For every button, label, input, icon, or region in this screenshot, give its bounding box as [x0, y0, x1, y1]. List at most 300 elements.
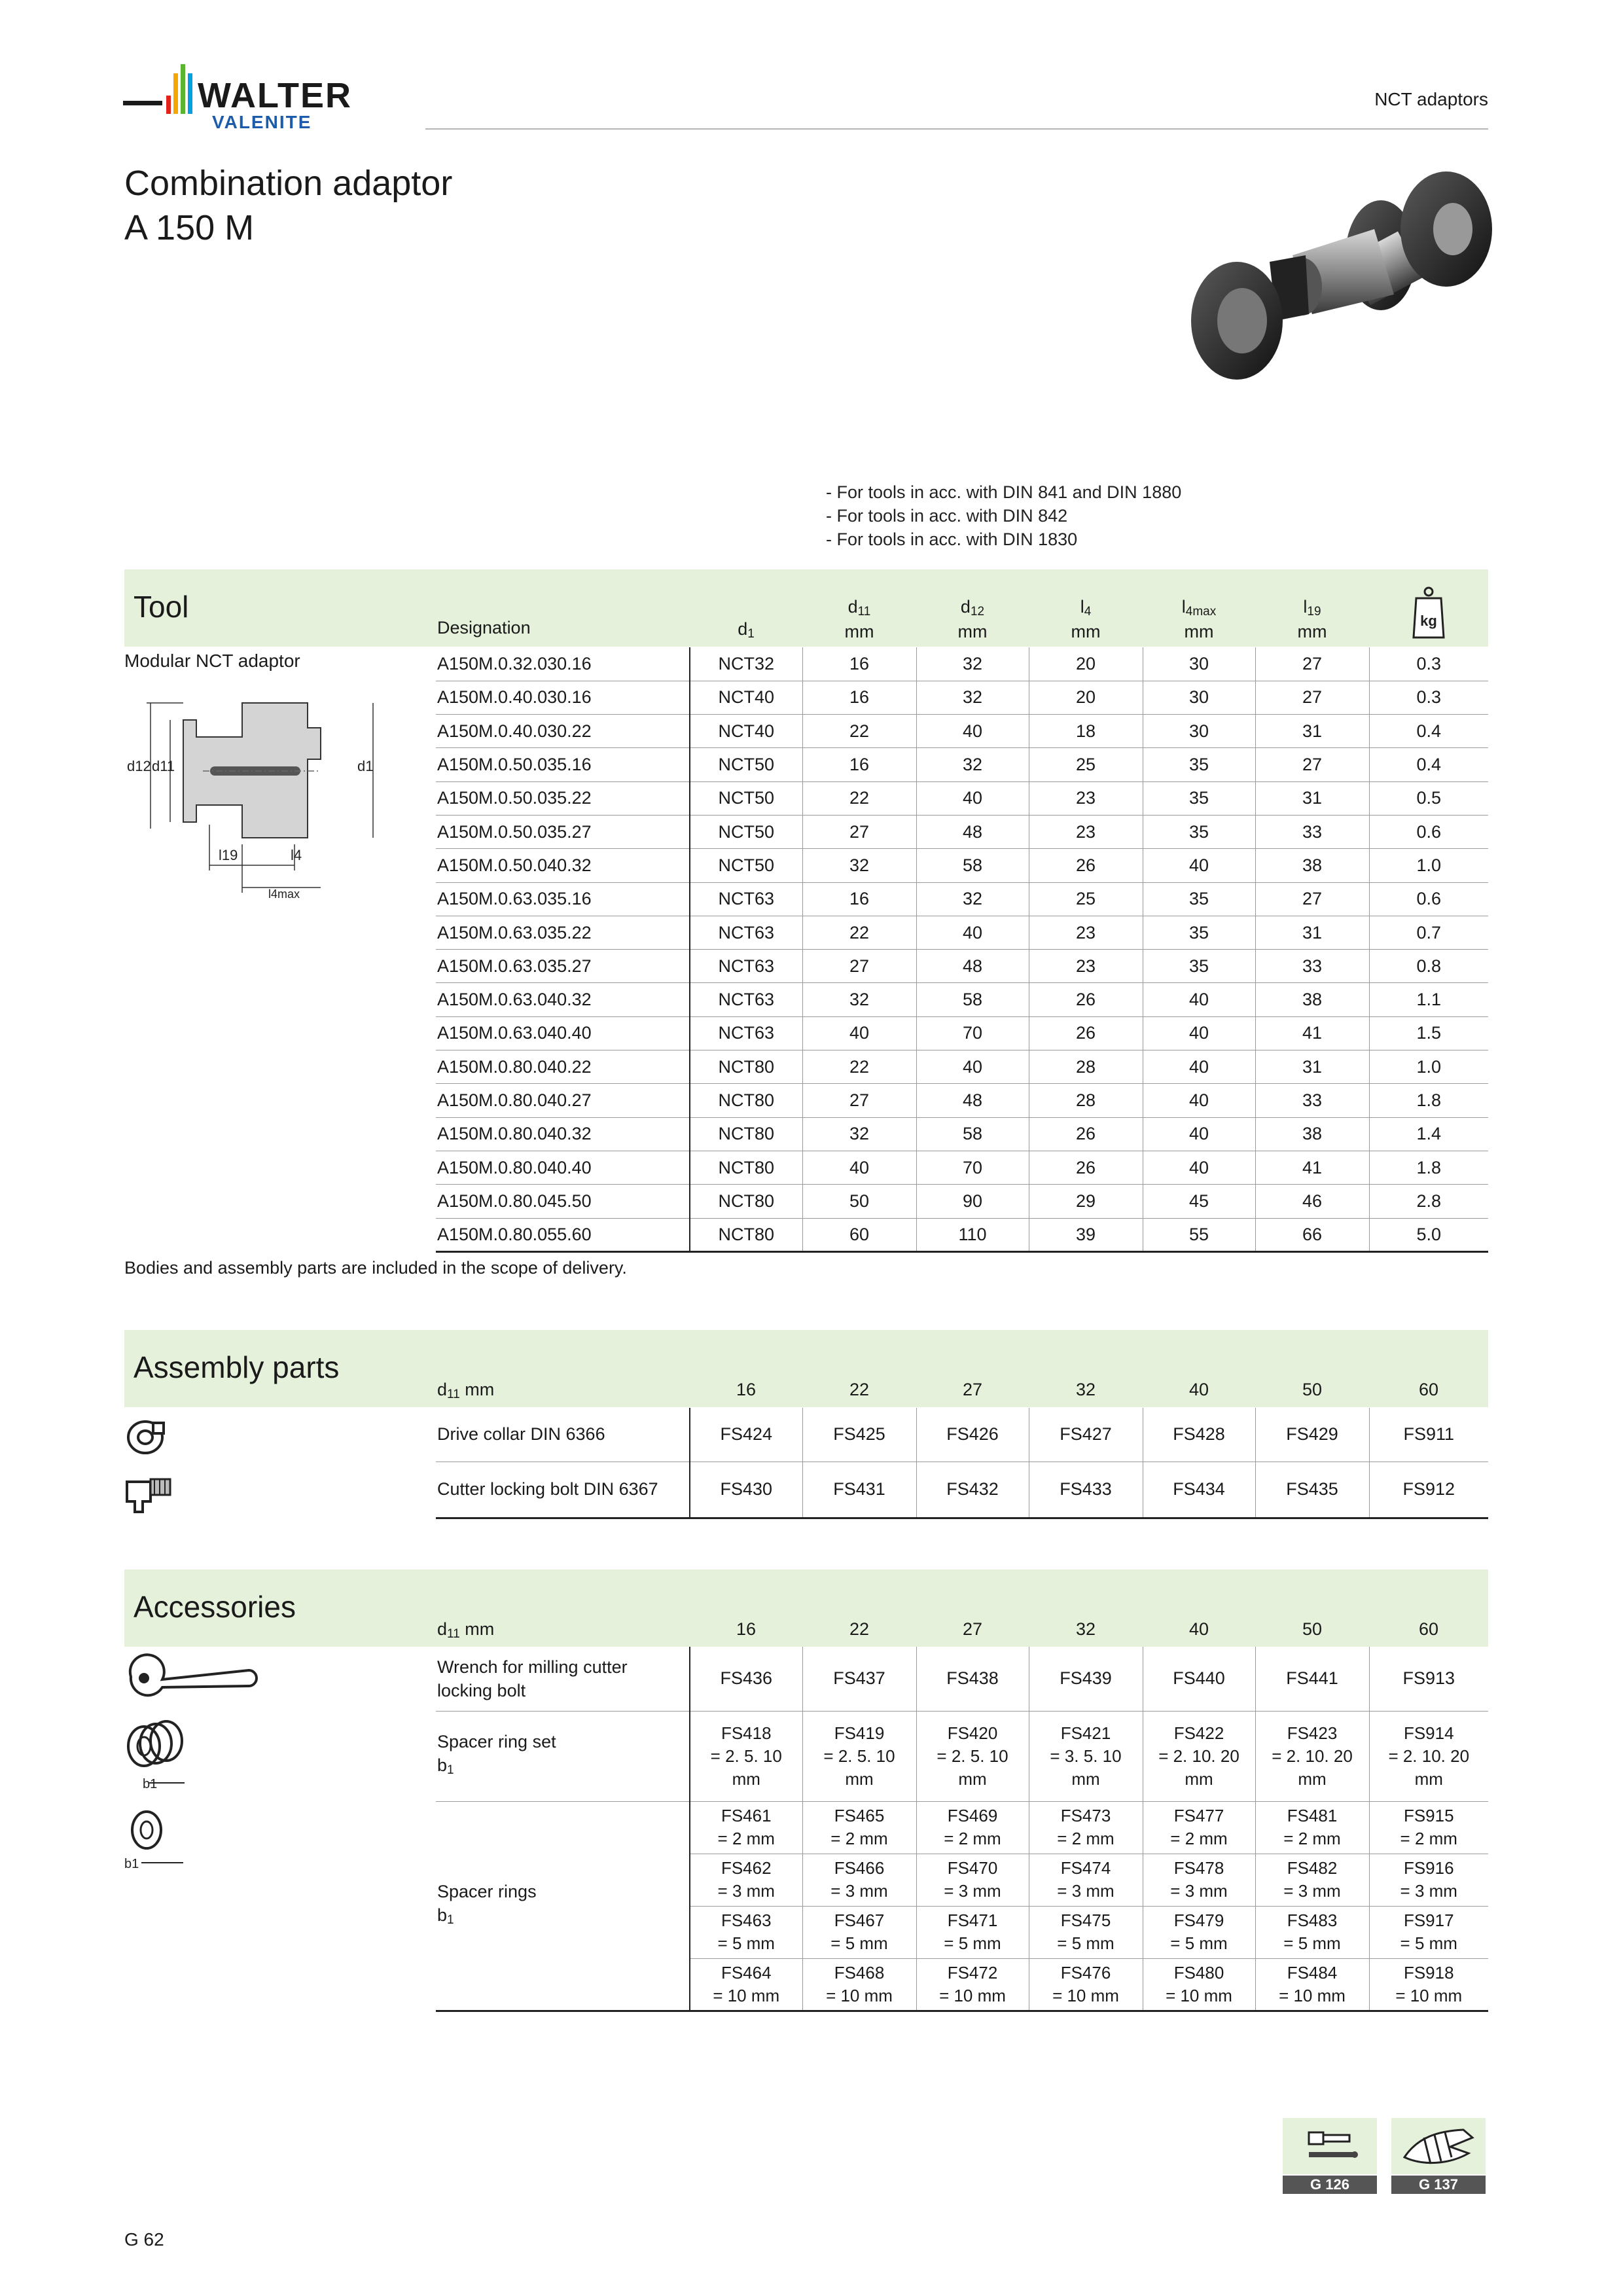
value-cell: 1.4	[1369, 1117, 1488, 1151]
value-cell: 40	[1143, 1016, 1255, 1050]
cell-line: mm	[845, 1768, 874, 1789]
part-number-cell: FS424	[690, 1408, 802, 1462]
cell-line: = 5 mm	[944, 1933, 1001, 1953]
note: - For tools in acc. with DIN 841 and DIN 1880	[826, 482, 1182, 502]
cell-line: FS463	[721, 1910, 772, 1930]
value-cell: 50	[802, 1185, 916, 1218]
table-row	[436, 1151, 1488, 1184]
assembly-section-title: Assembly parts	[134, 1350, 340, 1384]
value-cell: 32	[916, 647, 1029, 681]
table-row	[436, 681, 1488, 714]
cell-line: = 3. 5. 10	[1050, 1746, 1122, 1766]
col-d11: $d_{11}$ mm	[844, 597, 874, 641]
part-number-cell: FS435	[1255, 1462, 1369, 1518]
value-cell: 40	[1143, 983, 1255, 1016]
value-cell: 110	[916, 1218, 1029, 1251]
cell-line: FS475	[1060, 1910, 1111, 1930]
cell-line: FS470	[947, 1858, 998, 1878]
value-cell: 30	[1143, 647, 1255, 681]
designation-cell: A150M.0.63.035.22	[436, 916, 690, 949]
part-number-cell	[1029, 1854, 1143, 1906]
value-cell: 28	[1029, 1050, 1143, 1084]
badge-label: G 126	[1283, 2176, 1377, 2194]
cell-line: = 5 mm	[830, 1933, 888, 1953]
cell-line: mm	[1071, 1768, 1100, 1789]
value-cell: 23	[1029, 815, 1143, 848]
col-l4max: $l_{4max}$ mm	[1181, 597, 1217, 641]
value-cell: 90	[916, 1185, 1029, 1218]
value-cell: 38	[1255, 1117, 1369, 1151]
value-cell: 35	[1143, 916, 1255, 949]
size-header: 27	[962, 1380, 983, 1399]
value-cell: NCT80	[690, 1050, 802, 1084]
part-number-cell: FS433	[1029, 1462, 1143, 1518]
note: - For tools in acc. with DIN 1830	[826, 529, 1078, 549]
part-number-cell	[802, 1958, 916, 2011]
part-number-cell	[916, 1801, 1029, 1854]
cell-line: = 3 mm	[1057, 1881, 1115, 1901]
spacer-rings-label	[436, 1801, 690, 2011]
accessories-section-title: Accessories	[134, 1590, 296, 1624]
part-number-cell	[1369, 1958, 1488, 2011]
cell-line: mm	[1185, 1768, 1213, 1789]
value-cell: 27	[802, 1084, 916, 1117]
value-cell: 26	[1029, 849, 1143, 882]
spacer-set-b1	[437, 1753, 689, 1782]
value-cell: 1.1	[1369, 983, 1488, 1016]
tool-table	[436, 647, 1488, 1253]
value-cell: 27	[1255, 647, 1369, 681]
value-cell: 38	[1255, 983, 1369, 1016]
value-cell: 0.4	[1369, 748, 1488, 781]
value-cell: 31	[1255, 1050, 1369, 1084]
value-cell: 26	[1029, 1016, 1143, 1050]
value-cell: 29	[1029, 1185, 1143, 1218]
value-cell: 40	[916, 1050, 1029, 1084]
part-number-cell	[1143, 1801, 1255, 1854]
value-cell: 33	[1255, 950, 1369, 983]
designation-cell: A150M.0.80.055.60	[436, 1218, 690, 1251]
cell-line: = 2 mm	[1057, 1829, 1115, 1848]
wrench-icon	[124, 1653, 262, 1703]
part-number-cell: FS912	[1369, 1462, 1488, 1518]
value-cell: 40	[1143, 1050, 1255, 1084]
part-number-cell	[690, 1906, 802, 1958]
value-cell: NCT80	[690, 1218, 802, 1251]
value-cell: 40	[1143, 1117, 1255, 1151]
part-number-cell: FS913	[1369, 1647, 1488, 1711]
cell-line: FS461	[721, 1806, 772, 1825]
size-header: 60	[1418, 1619, 1439, 1639]
table-row	[436, 950, 1488, 983]
table-row	[436, 849, 1488, 882]
badge-label: G 137	[1391, 2176, 1486, 2194]
section-label: NCT adaptors	[1374, 89, 1488, 109]
designation-cell: A150M.0.32.030.16	[436, 647, 690, 681]
title-line1: Combination adaptor	[124, 164, 453, 203]
svg-text:d12: d12	[127, 758, 151, 774]
value-cell: 0.8	[1369, 950, 1488, 983]
cell-line: FS465	[834, 1806, 885, 1825]
size-header: 40	[1188, 1619, 1209, 1639]
table-row	[436, 983, 1488, 1016]
cell-line: FS484	[1287, 1962, 1338, 1982]
value-cell: 23	[1029, 781, 1143, 815]
table-row	[436, 1016, 1488, 1050]
part-number-cell	[690, 1854, 802, 1906]
cell-line: = 3 mm	[830, 1881, 888, 1901]
value-cell: 16	[802, 647, 916, 681]
part-number-cell	[1029, 1711, 1143, 1801]
ref-badge-g126[interactable]	[1283, 2118, 1377, 2194]
cell-line: = 10 mm	[713, 1985, 780, 2005]
part-number-cell	[1143, 1906, 1255, 1958]
table-row	[436, 916, 1488, 949]
value-cell: 22	[802, 781, 916, 815]
part-number-cell	[802, 1906, 916, 1958]
value-cell: NCT80	[690, 1117, 802, 1151]
note: - For tools in acc. with DIN 842	[826, 506, 1068, 526]
value-cell: 1.8	[1369, 1084, 1488, 1117]
svg-text:l4: l4	[291, 847, 302, 863]
value-cell: 1.0	[1369, 849, 1488, 882]
cell-line: = 2. 10. 20	[1388, 1746, 1470, 1766]
designation-cell: A150M.0.50.040.32	[436, 849, 690, 882]
part-number-cell: FS439	[1029, 1647, 1143, 1711]
value-cell: 18	[1029, 715, 1143, 748]
value-cell: 28	[1029, 1084, 1143, 1117]
brand-sub: VALENITE	[212, 112, 312, 132]
designation-cell: A150M.0.80.040.32	[436, 1117, 690, 1151]
value-cell: 25	[1029, 748, 1143, 781]
col-d12: $d_{12}$ mm	[957, 597, 988, 641]
part-number-cell	[1255, 1906, 1369, 1958]
value-cell: 32	[802, 983, 916, 1016]
designation-cell: A150M.0.80.040.27	[436, 1084, 690, 1117]
designation-cell: A150M.0.63.035.27	[436, 950, 690, 983]
value-cell: 40	[802, 1016, 916, 1050]
product-photo	[1165, 157, 1505, 406]
cell-line: mm	[732, 1768, 760, 1789]
value-cell: 39	[1029, 1218, 1143, 1251]
spacer-set-label	[436, 1711, 690, 1801]
value-cell: 35	[1143, 882, 1255, 916]
part-number-cell	[916, 1854, 1029, 1906]
part-number-cell	[1369, 1906, 1488, 1958]
drive-collar-icon	[124, 1414, 170, 1460]
value-cell: 27	[802, 950, 916, 983]
value-cell: 0.6	[1369, 815, 1488, 848]
assembly-label: Cutter locking bolt DIN 6367	[436, 1462, 690, 1518]
part-number-cell	[1255, 1958, 1369, 2011]
value-cell: 40	[1143, 1151, 1255, 1184]
svg-text:d1: d1	[357, 758, 374, 774]
cell-line: FS418	[721, 1723, 772, 1743]
designation-cell: A150M.0.63.040.40	[436, 1016, 690, 1050]
part-number-cell	[1369, 1801, 1488, 1854]
size-header: 60	[1418, 1380, 1439, 1399]
cell-line: = 10 mm	[1166, 1985, 1232, 2005]
part-number-cell: FS431	[802, 1462, 916, 1518]
cell-line: = 2. 5. 10	[823, 1746, 895, 1766]
wrench-label	[436, 1647, 690, 1711]
value-cell: 30	[1143, 715, 1255, 748]
cell-line: FS916	[1403, 1858, 1454, 1878]
table-row	[436, 1218, 1488, 1251]
cell-line: = 5 mm	[717, 1933, 775, 1953]
cell-line: = 3 mm	[944, 1881, 1001, 1901]
value-cell: 46	[1255, 1185, 1369, 1218]
cell-line: FS478	[1173, 1858, 1224, 1878]
cell-line: = 2 mm	[830, 1829, 888, 1848]
b-symbol: b	[437, 1755, 448, 1775]
value-cell: 58	[916, 849, 1029, 882]
value-cell: 40	[802, 1151, 916, 1184]
assembly-table	[436, 1408, 1488, 1519]
part-number-cell: FS429	[1255, 1408, 1369, 1462]
value-cell: 16	[802, 748, 916, 781]
designation-cell: A150M.0.80.040.22	[436, 1050, 690, 1084]
size-header: 40	[1188, 1380, 1209, 1399]
designation-cell: A150M.0.63.035.16	[436, 882, 690, 916]
cell-line: FS482	[1287, 1858, 1338, 1878]
ref-badge-g137[interactable]	[1391, 2118, 1486, 2194]
value-cell: 60	[802, 1218, 916, 1251]
value-cell: 20	[1029, 681, 1143, 714]
value-cell: 33	[1255, 815, 1369, 848]
tool-footnote: Bodies and assembly parts are included in the scope of delivery.	[124, 1258, 627, 1278]
value-cell: 2.8	[1369, 1185, 1488, 1218]
spacer-rings-label-line: Spacer rings	[437, 1881, 537, 1901]
cutter-locking-bolt-icon	[124, 1469, 174, 1515]
cell-line: = 10 mm	[826, 1985, 893, 2005]
wrench-label-line2: locking bolt	[437, 1680, 526, 1700]
tool-row-label: Modular NCT adaptor	[124, 651, 300, 671]
designation-cell: A150M.0.50.035.16	[436, 748, 690, 781]
value-cell: 1.5	[1369, 1016, 1488, 1050]
cell-line: FS423	[1287, 1723, 1338, 1743]
value-cell: 35	[1143, 815, 1255, 848]
value-cell: 35	[1143, 748, 1255, 781]
cell-line: = 2 mm	[944, 1829, 1001, 1848]
part-number-cell: FS428	[1143, 1408, 1255, 1462]
designation-cell: A150M.0.50.035.27	[436, 815, 690, 848]
cell-line: FS464	[721, 1962, 772, 1982]
value-cell: 48	[916, 1084, 1029, 1117]
value-cell: 0.7	[1369, 916, 1488, 949]
wrench-label-line1: Wrench for milling cutter	[437, 1657, 628, 1677]
wrench-hand-icon	[1391, 2118, 1486, 2174]
value-cell: 0.3	[1369, 681, 1488, 714]
value-cell: 41	[1255, 1016, 1369, 1050]
cell-line: FS914	[1403, 1723, 1454, 1743]
value-cell: 40	[916, 781, 1029, 815]
cell-line: mm	[1298, 1768, 1327, 1789]
cell-line: = 3 mm	[717, 1881, 775, 1901]
cell-line: FS469	[947, 1806, 998, 1825]
value-cell: 66	[1255, 1218, 1369, 1251]
value-cell: 48	[916, 815, 1029, 848]
value-cell: 55	[1143, 1218, 1255, 1251]
size-header: 32	[1075, 1619, 1096, 1639]
accessories-table	[436, 1647, 1488, 2012]
cell-line: FS473	[1060, 1806, 1111, 1825]
value-cell: 16	[802, 882, 916, 916]
cell-line: FS476	[1060, 1962, 1111, 1982]
cell-line: = 10 mm	[1052, 1985, 1119, 2005]
svg-text:l4max: l4max	[268, 888, 300, 901]
value-cell: NCT40	[690, 715, 802, 748]
size-header: 16	[736, 1380, 757, 1399]
value-cell: 38	[1255, 849, 1369, 882]
table-row	[436, 1185, 1488, 1218]
value-cell: 33	[1255, 1084, 1369, 1117]
cell-line: FS479	[1173, 1910, 1224, 1930]
accessories-col-label: $d_{11}$ mm	[437, 1619, 495, 1641]
table-row	[436, 1084, 1488, 1117]
value-cell: 0.5	[1369, 781, 1488, 815]
spacer-set-label-line: Spacer ring set	[437, 1732, 556, 1751]
designation-cell: A150M.0.80.045.50	[436, 1185, 690, 1218]
part-number-cell	[1369, 1711, 1488, 1801]
value-cell: 23	[1029, 916, 1143, 949]
part-number-cell: FS911	[1369, 1408, 1488, 1462]
cell-line: FS468	[834, 1962, 885, 1982]
table-row	[436, 748, 1488, 781]
cell-line: = 2. 5. 10	[936, 1746, 1008, 1766]
value-cell: 32	[916, 681, 1029, 714]
designation-cell: A150M.0.50.035.22	[436, 781, 690, 815]
cell-line: FS917	[1403, 1910, 1454, 1930]
value-cell: 0.4	[1369, 715, 1488, 748]
cell-line: = 10 mm	[1395, 1985, 1463, 2005]
part-number-cell	[1143, 1854, 1255, 1906]
designation-cell: A150M.0.40.030.22	[436, 715, 690, 748]
cell-line: FS481	[1287, 1806, 1338, 1825]
cell-line: = 5 mm	[1170, 1933, 1228, 1953]
svg-text:d11: d11	[152, 758, 175, 774]
cell-line: = 2. 10. 20	[1272, 1746, 1353, 1766]
value-cell: 30	[1143, 681, 1255, 714]
value-cell: 22	[802, 1050, 916, 1084]
part-number-cell	[1255, 1711, 1369, 1801]
cell-line: FS420	[947, 1723, 998, 1743]
size-header: 50	[1302, 1380, 1323, 1399]
col-l19: $l_{19}$ mm	[1297, 597, 1327, 641]
part-number-cell	[690, 1801, 802, 1854]
value-cell: 27	[1255, 882, 1369, 916]
value-cell: 58	[916, 983, 1029, 1016]
cell-line: FS419	[834, 1723, 885, 1743]
value-cell: 45	[1143, 1185, 1255, 1218]
value-cell: 0.6	[1369, 882, 1488, 916]
cell-line: = 3 mm	[1170, 1881, 1228, 1901]
value-cell: 48	[916, 950, 1029, 983]
part-number-cell: FS426	[916, 1408, 1029, 1462]
value-cell: NCT63	[690, 882, 802, 916]
part-number-cell	[1143, 1958, 1255, 2011]
page-title	[124, 161, 452, 250]
value-cell: 40	[916, 715, 1029, 748]
cell-line: FS480	[1173, 1962, 1224, 1982]
bolt-icon	[1283, 2118, 1377, 2174]
table-row	[436, 882, 1488, 916]
part-number-cell	[802, 1801, 916, 1854]
part-number-cell	[1029, 1906, 1143, 1958]
weight-icon	[1412, 585, 1445, 641]
value-cell: 70	[916, 1151, 1029, 1184]
spacer-ring-set-icon	[124, 1717, 203, 1793]
walter-valenite-logo	[123, 60, 404, 134]
value-cell: 32	[916, 882, 1029, 916]
value-cell: 27	[802, 815, 916, 848]
cell-line: FS467	[834, 1910, 885, 1930]
value-cell: NCT50	[690, 748, 802, 781]
part-number-cell: FS430	[690, 1462, 802, 1518]
cell-line: FS472	[947, 1962, 998, 1982]
part-number-cell	[1143, 1711, 1255, 1801]
part-number-cell: FS425	[802, 1408, 916, 1462]
part-number-cell: FS432	[916, 1462, 1029, 1518]
part-number-cell	[1255, 1801, 1369, 1854]
b-symbol: b	[437, 1905, 448, 1925]
part-number-cell	[916, 1958, 1029, 2011]
value-cell: NCT80	[690, 1151, 802, 1184]
cell-line: = 2 mm	[1283, 1829, 1341, 1848]
col-l4: $l_4$ mm	[1071, 597, 1101, 641]
part-number-cell: FS434	[1143, 1462, 1255, 1518]
wrench-row	[436, 1647, 1488, 1711]
cell-line: = 3 mm	[1400, 1881, 1457, 1901]
value-cell: 0.3	[1369, 647, 1488, 681]
part-number-cell: FS441	[1255, 1647, 1369, 1711]
value-cell: 27	[1255, 681, 1369, 714]
size-header: 32	[1075, 1380, 1096, 1399]
part-number-cell: FS437	[802, 1647, 916, 1711]
value-cell: 32	[916, 748, 1029, 781]
cell-line: = 5 mm	[1057, 1933, 1115, 1953]
value-cell: NCT80	[690, 1084, 802, 1117]
value-cell: 22	[802, 916, 916, 949]
value-cell: NCT63	[690, 950, 802, 983]
size-header: 22	[849, 1380, 870, 1399]
cell-line: = 3 mm	[1283, 1881, 1341, 1901]
cell-line: FS474	[1060, 1858, 1111, 1878]
svg-text:l19: l19	[219, 847, 238, 863]
part-number-cell	[1369, 1854, 1488, 1906]
value-cell: 32	[802, 849, 916, 882]
value-cell: NCT32	[690, 647, 802, 681]
cell-line: = 2 mm	[717, 1829, 775, 1848]
tool-section-title: Tool	[134, 590, 189, 624]
part-number-cell	[802, 1854, 916, 1906]
col-d1: $d_1$	[738, 619, 755, 641]
value-cell: 23	[1029, 950, 1143, 983]
value-cell: 40	[1143, 849, 1255, 882]
spacer-set-row	[436, 1711, 1488, 1801]
value-cell: NCT63	[690, 916, 802, 949]
cell-line: = 2 mm	[1400, 1829, 1457, 1848]
cell-line: FS471	[947, 1910, 998, 1930]
spacer-ring-icon	[124, 1806, 196, 1876]
value-cell: 16	[802, 681, 916, 714]
cell-line: FS918	[1403, 1962, 1454, 1982]
value-cell: 25	[1029, 882, 1143, 916]
svg-text:kg: kg	[1420, 613, 1437, 629]
value-cell: 70	[916, 1016, 1029, 1050]
svg-text:b1: b1	[124, 1857, 139, 1871]
cell-line: FS466	[834, 1858, 885, 1878]
